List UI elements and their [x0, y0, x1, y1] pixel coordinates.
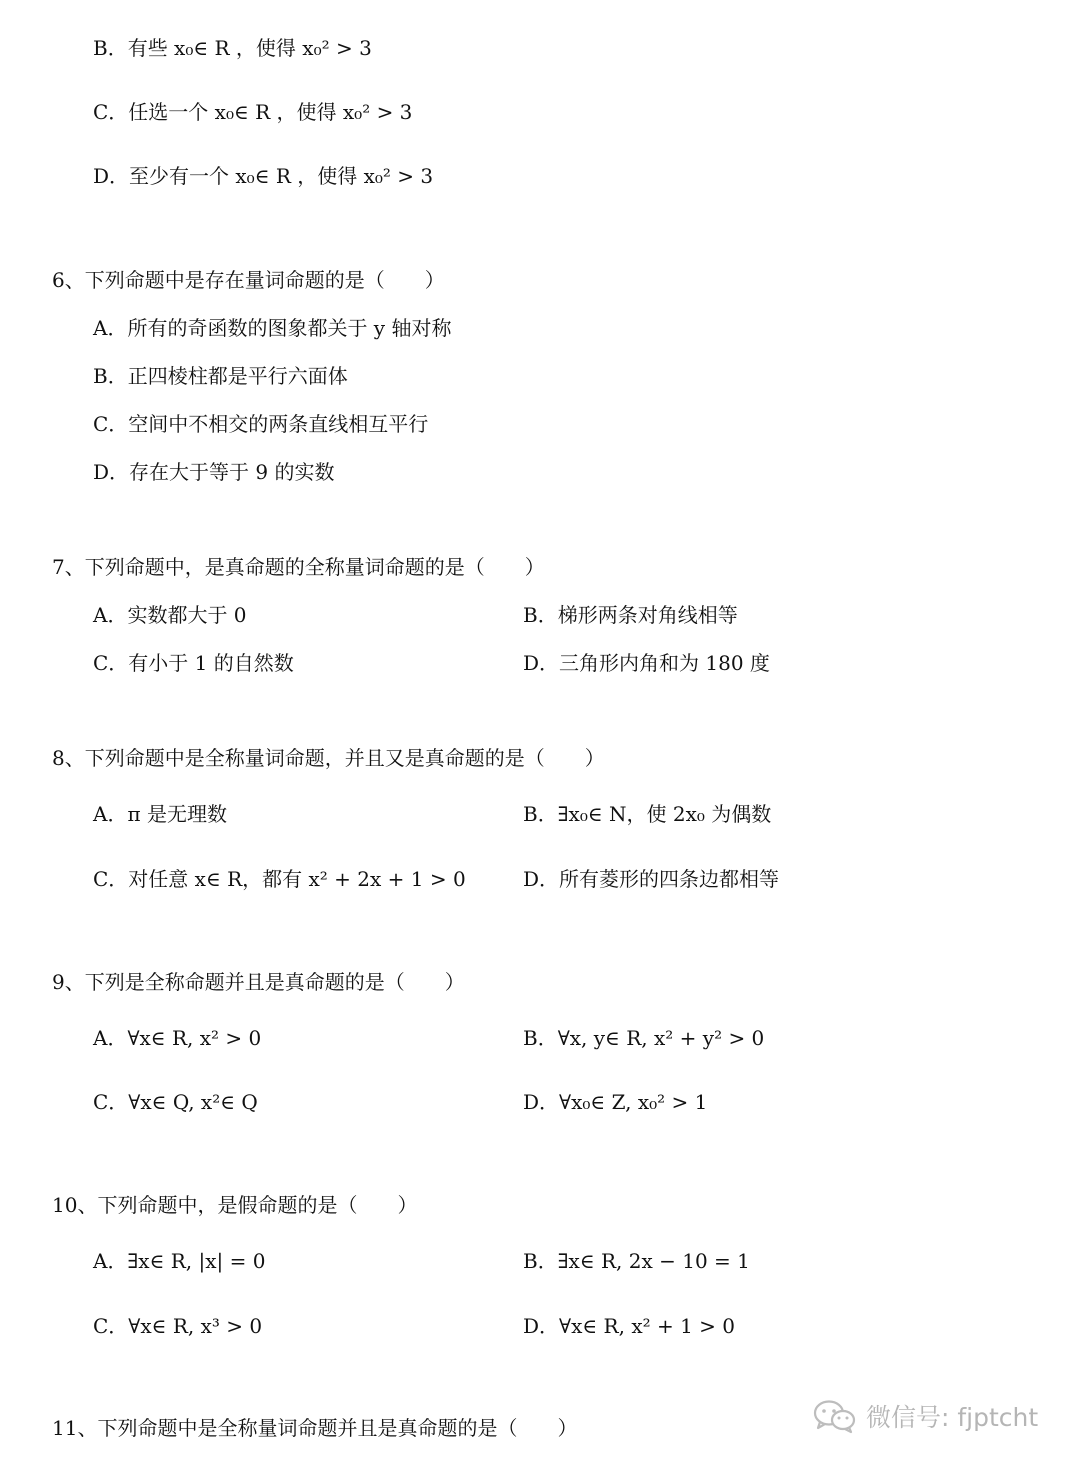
q7-option-a: A．实数都大于 0: [93, 603, 247, 627]
q7-stem: 7、下列命题中，是真命题的全称量词命题的是（ ）: [52, 555, 545, 579]
q8-option-c: C．对任意 x∈ R，都有 x² + 2x + 1 > 0: [93, 867, 466, 891]
q10-option-b: B．∃x∈ R, 2x − 10 = 1: [523, 1249, 750, 1273]
q5-option-d: D．至少有一个 x₀∈ R ，使得 x₀² > 3: [93, 164, 434, 188]
q8-option-d: D．所有菱形的四条边都相等: [523, 867, 780, 891]
q7-option-d: D．三角形内角和为 180 度: [523, 651, 770, 675]
q8-option-a: A．π 是无理数: [93, 802, 227, 826]
q10-option-a: A．∃x∈ R, |x| = 0: [93, 1249, 266, 1273]
q6-option-c: C．空间中不相交的两条直线相互平行: [93, 412, 429, 436]
q9-option-d: D．∀x₀∈ Z, x₀² > 1: [523, 1090, 708, 1114]
q10-option-d: D．∀x∈ R, x² + 1 > 0: [523, 1314, 736, 1338]
q9-option-a: A．∀x∈ R, x² > 0: [93, 1026, 262, 1050]
wechat-watermark: [812, 1396, 1038, 1436]
q8-option-b: B．∃x₀∈ N，使 2x₀ 为偶数: [523, 802, 772, 826]
q5-option-c: C．任选一个 x₀∈ R ，使得 x₀² > 3: [93, 100, 413, 124]
q9-stem: 9、下列是全称命题并且是真命题的是（ ）: [52, 970, 465, 994]
q6-option-a: A．所有的奇函数的图象都关于 y 轴对称: [93, 316, 452, 340]
wechat-icon: [812, 1398, 856, 1434]
q6-stem: 6、下列命题中是存在量词命题的是（ ）: [52, 268, 445, 292]
q11-stem: 11、下列命题中是全称量词命题并且是真命题的是（ ）: [52, 1416, 578, 1440]
q7-option-b: B．梯形两条对角线相等: [523, 603, 738, 627]
watermark-text: 微信号: fjptcht: [866, 1403, 1039, 1432]
q6-option-d: D．存在大于等于 9 的实数: [93, 460, 335, 484]
q9-option-b: B．∀x, y∈ R, x² + y² > 0: [523, 1026, 765, 1050]
q9-option-c: C．∀x∈ Q, x²∈ Q: [93, 1090, 258, 1114]
q8-stem: 8、下列命题中是全称量词命题，并且又是真命题的是（ ）: [52, 746, 605, 770]
q6-option-b: B．正四棱柱都是平行六面体: [93, 364, 348, 388]
q10-option-c: C．∀x∈ R, x³ > 0: [93, 1314, 263, 1338]
q7-option-c: C．有小于 1 的自然数: [93, 651, 294, 675]
q5-option-b: B．有些 x₀∈ R ，使得 x₀² > 3: [93, 36, 372, 60]
q10-stem: 10、下列命题中，是假命题的是（ ）: [52, 1193, 418, 1217]
